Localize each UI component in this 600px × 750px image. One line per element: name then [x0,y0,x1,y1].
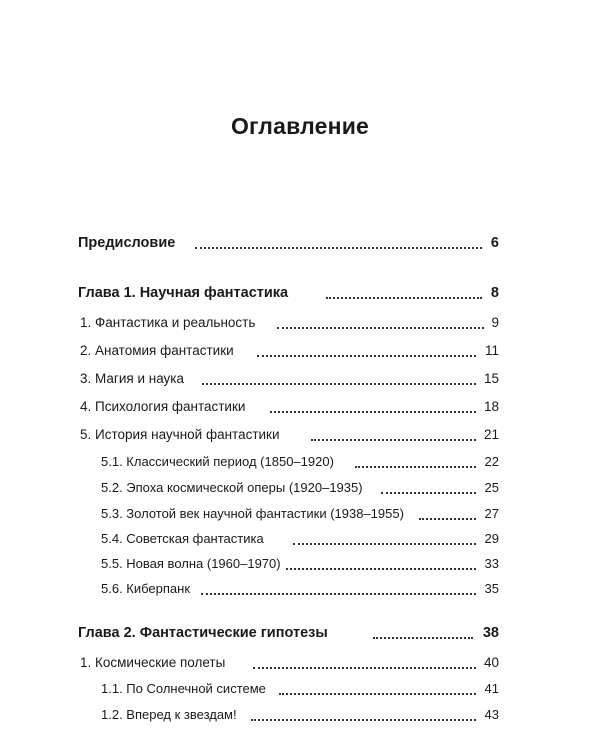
toc-leader-dots [270,411,476,413]
toc-entry-chapter-2[interactable] [0,623,600,643]
toc-leader-dots [253,667,476,669]
toc-leader-dots [195,247,482,249]
toc-entry-label: 5. История научной фантастики [80,427,280,442]
toc-entry-label: 1.1. По Солнечной системе [101,681,266,696]
toc-entry-label: 5.2. Эпоха космической оперы (1920–1935) [101,480,363,495]
toc-entry-label: 5.5. Новая волна (1960–1970) [101,556,281,571]
toc-entry-label: 2. Анатомия фантастики [80,343,234,358]
toc-entry-label: 3. Магия и наука [80,371,185,386]
toc-entry-page: 18 [483,399,499,414]
toc-entry-label: 5.3. Золотой век научной фантастики (1938–1955) [101,506,404,521]
toc-entry-page: 25 [484,480,499,495]
toc-entry-section-3[interactable] [0,369,600,389]
toc-leader-dots [279,693,476,695]
toc-entry-subsection-5-1[interactable] [0,452,600,472]
toc-entry-preface[interactable] [0,233,600,253]
toc-entry-ch2-subsection-1-2[interactable] [0,705,600,725]
toc-entry-page: 35 [484,581,499,596]
toc-leader-dots [326,297,482,299]
toc-entry-section-2[interactable] [0,341,600,361]
toc-leader-dots [381,492,476,494]
toc-entry-page: 29 [484,531,499,546]
toc-entry-page: 41 [484,681,499,696]
toc-entry-label: 4. Психология фантастики [80,399,246,414]
toc-entry-section-4[interactable] [0,397,600,417]
toc-entry-ch2-section-1[interactable] [0,653,600,673]
toc-entry-section-5[interactable] [0,425,600,445]
toc-leader-dots [311,439,476,441]
toc-leader-dots [277,327,484,329]
toc-entry-label: 1. Фантастика и реальность [80,315,256,330]
toc-entry-label: Глава 1. Научная фантастика [78,285,289,301]
toc-leader-dots [293,543,476,545]
toc-entry-page: 40 [483,655,499,670]
toc-entry-page: 22 [484,454,499,469]
toc-entry-section-1[interactable] [0,313,600,333]
toc-entry-subsection-5-4[interactable] [0,529,600,549]
toc-entry-page: 9 [491,315,499,330]
toc-entry-page: 11 [484,343,499,358]
toc-entry-page: 38 [482,625,499,641]
toc-entry-page: 8 [490,285,499,301]
toc-entry-page: 27 [484,506,499,521]
toc-entry-label: 5.1. Классический период (1850–1920) [101,454,334,469]
toc-leader-dots [202,383,476,385]
toc-leader-dots [251,719,476,721]
toc-leader-dots [419,518,476,520]
page-title: Оглавление [230,113,370,139]
toc-entry-page: 15 [483,371,499,386]
toc-entry-page: 33 [484,556,499,571]
toc-leader-dots [201,593,476,595]
toc-entry-label: 1.2. Вперед к звездам! [101,707,237,722]
toc-entry-label: 5.6. Киберпанк [101,581,191,596]
toc-leader-dots [257,355,476,357]
toc-entry-subsection-5-6[interactable] [0,579,600,599]
toc-leader-dots [355,466,476,468]
toc-entry-page: 6 [490,235,499,251]
toc-entry-label: Глава 2. Фантастические гипотезы [78,625,328,641]
toc-entry-page: 43 [484,707,499,722]
toc-entry-chapter-1[interactable] [0,283,600,303]
toc-entry-label: Предисловие [78,235,176,251]
toc-entry-label: 1. Космические полеты [80,655,226,670]
toc-leader-dots [373,637,473,639]
toc-entry-label: 5.4. Советская фантастика [101,531,264,546]
toc-entry-subsection-5-3[interactable] [0,504,600,524]
toc-entry-subsection-5-2[interactable] [0,478,600,498]
toc-entry-subsection-5-5[interactable] [0,554,600,574]
toc-leader-dots [286,568,476,570]
toc-entry-page: 21 [483,427,499,442]
toc-entry-ch2-subsection-1-1[interactable] [0,679,600,699]
